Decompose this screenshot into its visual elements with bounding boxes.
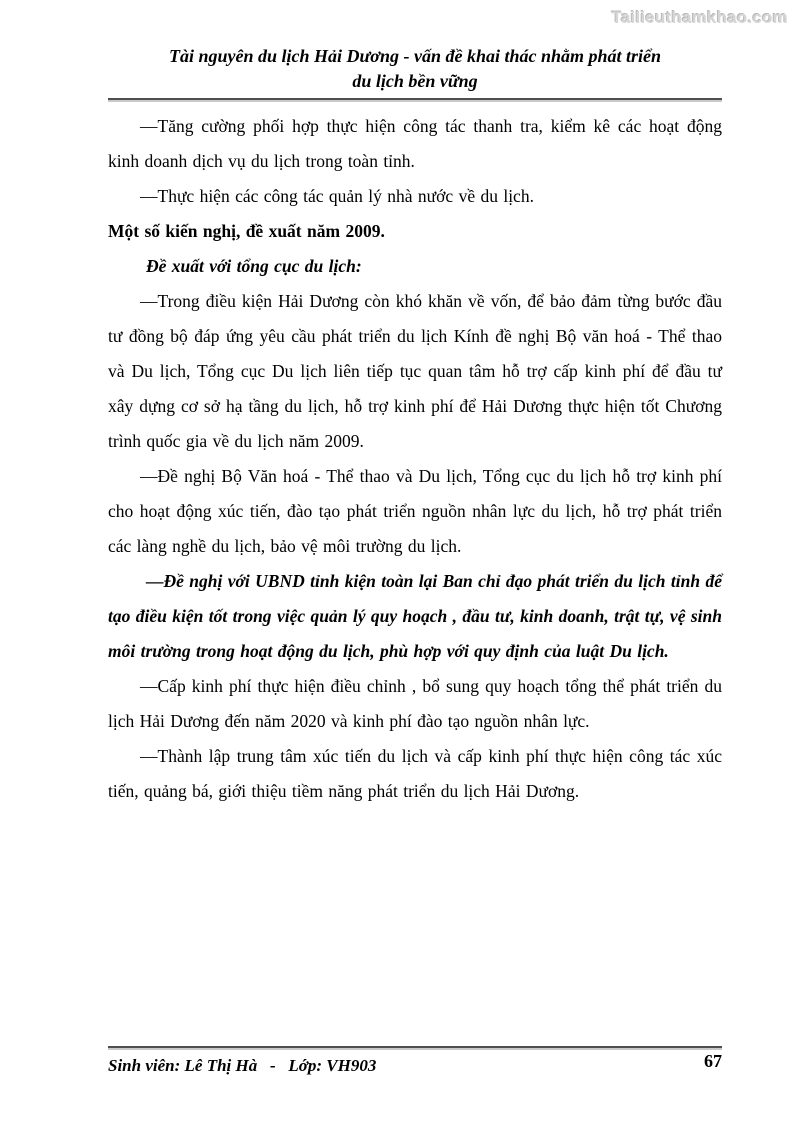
subsection-heading: —Đề nghị với UBND tỉnh kiện toàn lại Ban chỉ đạo phát triển du lịch tỉnh để tạo điều kiện tốt trong việc quản lý quy hoạch , đầu tư, kinh doanh, trật tự, vệ sinh môi trường trong hoạt động du lịch, phù hợp với quy định của luật Du lịch.	[108, 571, 722, 661]
subsection-heading: Đề xuất với tổng cục du lịch:	[146, 256, 362, 276]
paragraph: —Thành lập trung tâm xúc tiến du lịch và cấp kinh phí thực hiện công tác xúc tiến, quảng bá, giới thiệu tiềm năng phát triển du lịch Hải Dương.	[108, 746, 722, 801]
document-header	[108, 44, 722, 94]
watermark-text: Tailieuthamkhao.com	[611, 8, 788, 27]
page-number: 67	[704, 1051, 722, 1071]
footer-student-info: Sinh viên: Lê Thị Hà - Lớp: VH903	[108, 1056, 377, 1075]
header-title-line2: du lịch bền vững	[352, 71, 478, 91]
section-heading: Một số kiến nghị, đề xuất năm 2009.	[108, 221, 385, 241]
header-title-line1: Tài nguyên du lịch Hải Dương - vấn đề khai thác nhằm phát triển	[168, 46, 661, 66]
footer-row	[108, 1050, 722, 1076]
paragraph: —Thực hiện các công tác quản lý nhà nước về du lịch.	[140, 186, 534, 206]
paragraph: —Trong điều kiện Hải Dương còn khó khăn về vốn, để bảo đảm từng bước đầu tư đồng bộ đáp ứng yêu cầu phát triển du lịch Kính đề nghị Bộ văn hoá - Thể thao và Du lịch, Tổng cục Du lịch liên tiếp tục quan tâm hỗ trợ cấp kinh phí để đầu tư xây dựng cơ sở hạ tầng du lịch, hỗ trợ kinh phí để Hải Dương thực hiện tốt Chương trình quốc gia về du lịch năm 2009.	[108, 291, 722, 451]
body-text	[108, 109, 722, 809]
paragraph: —Đề nghị Bộ Văn hoá - Thể thao và Du lịch, Tổng cục du lịch hỗ trợ kinh phí cho hoạt động xúc tiến, đào tạo phát triển nguồn nhân lực du lịch, hỗ trợ phát triển các làng nghề du lịch, bảo vệ môi trường du lịch.	[108, 466, 722, 556]
paragraph: —Cấp kinh phí thực hiện điều chỉnh , bổ sung quy hoạch tổng thể phát triển du lịch Hải Dương đến năm 2020 và kinh phí đào tạo nguồn nhân lực.	[108, 676, 722, 731]
paragraph: —Tăng cường phối hợp thực hiện công tác thanh tra, kiểm kê các hoạt động kinh doanh dịch vụ du lịch trong toàn tỉnh.	[108, 116, 722, 171]
header-divider	[108, 98, 722, 102]
page-footer	[108, 1046, 722, 1076]
page-content	[108, 44, 722, 809]
